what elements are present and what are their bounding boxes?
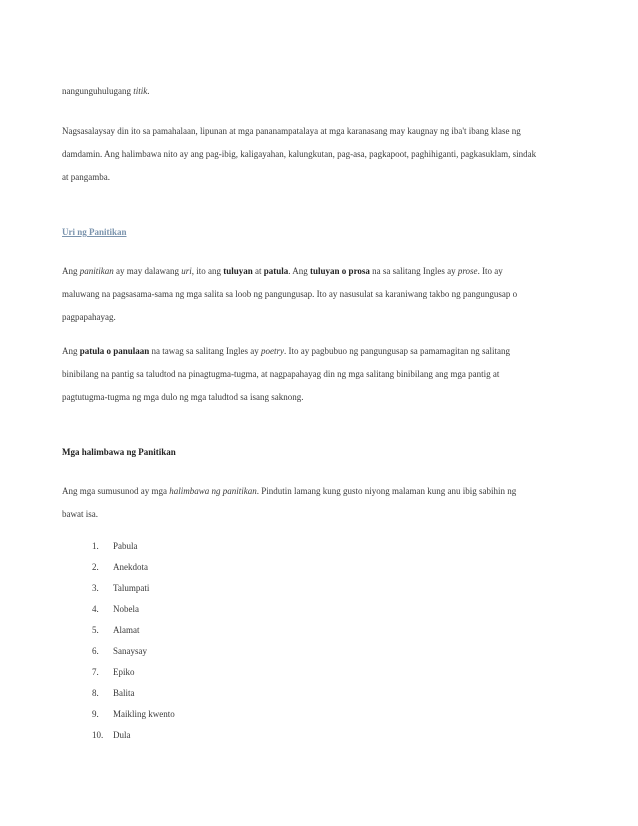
list-label[interactable]: Maikling kwento [113, 709, 175, 719]
list-number: 5. [92, 625, 99, 635]
paragraph-line: bawat isa. [62, 509, 98, 519]
text: . Ito ay [477, 266, 503, 276]
text: nangunguhulugang [62, 86, 134, 96]
bold-term: tuluyan [223, 266, 253, 276]
text: na sa salitang Ingles ay [369, 266, 458, 276]
list-label[interactable]: Anekdota [113, 562, 148, 572]
text: ay may dalawang [113, 266, 182, 276]
list-label[interactable]: Sanaysay [113, 646, 147, 656]
list-label[interactable]: Alamat [113, 625, 140, 635]
list-number: 3. [92, 583, 99, 593]
paragraph-line [62, 266, 503, 277]
list-label[interactable]: Pabula [113, 541, 138, 551]
text: Ang [62, 346, 80, 356]
heading-mga-halimbawa: Mga halimbawa ng Panitikan [62, 447, 176, 457]
paragraph-line [62, 346, 510, 357]
italic-term: titik [133, 86, 148, 96]
list-label[interactable]: Talumpati [113, 583, 150, 593]
text: . [147, 86, 150, 96]
bold-term: patula o panulaan [79, 346, 150, 356]
list-label[interactable]: Dula [113, 730, 131, 740]
paragraph-intro-end [62, 86, 150, 97]
list-number: 8. [92, 688, 99, 698]
list-number: 2. [92, 562, 99, 572]
list-number: 10. [92, 730, 104, 740]
list-number: 4. [92, 604, 99, 614]
paragraph-line: at pangamba. [62, 172, 110, 182]
list-label[interactable]: Balita [113, 688, 135, 698]
list-number: 6. [92, 646, 99, 656]
list-label[interactable]: Nobela [113, 604, 139, 614]
list-number: 9. [92, 709, 99, 719]
paragraph-line: pagtutugma-tugma ng mga dulo ng mga taludtod sa isang saknong. [62, 392, 304, 402]
text: Ang mga sumusunod ay mga [62, 486, 170, 496]
italic-term: uri [181, 266, 192, 276]
paragraph-line: pagpapahayag. [62, 312, 116, 322]
list-label[interactable]: Epiko [113, 667, 135, 677]
heading-uri-ng-panitikan[interactable]: Uri ng Panitikan [62, 227, 127, 237]
text: . Ito ay pagbubuo ng pangungusap sa pamamagitan ng salitang [284, 346, 510, 356]
paragraph-line [62, 486, 516, 497]
text: Ang [62, 266, 80, 276]
italic-term: poetry [261, 346, 284, 356]
paragraph-line: damdamin. Ang halimbawa nito ay ang pag-ibig, kaligayahan, kalungkutan, pag-asa, pagkapoot, paghihiganti, pagkasuklam, sindak [62, 149, 537, 159]
paragraph-line: binibilang na pantig sa taludtod na pinagtugma-tugma, at nagpapahayag din ng mga salitang binibilang ang mga pantig at [62, 369, 500, 379]
bold-term: patula [263, 266, 289, 276]
italic-term: panitikan [79, 266, 114, 276]
italic-term: prose [457, 266, 478, 276]
paragraph-line: Nagsasalaysay din ito sa pamahalaan, lipunan at mga pananampatalaya at mga karanasang may kaugnay ng iba't ibang klase ng [62, 126, 521, 136]
text: . Ang [288, 266, 311, 276]
list-number: 1. [92, 541, 99, 551]
text: . Pindutin lamang kung gusto niyong malaman kung anu ibig sabihin ng [256, 486, 517, 496]
bold-term: tuluyan o prosa [310, 266, 370, 276]
paragraph-line: maluwang na pagsasama-sama ng mga salita sa loob ng pangungusap. Ito ay nasusulat sa karaniwang takbo ng pangungusap o [62, 289, 518, 299]
text: , ito ang [191, 266, 224, 276]
italic-term: halimbawa ng panitikan [169, 486, 257, 496]
list-number: 7. [92, 667, 99, 677]
text: at [252, 266, 264, 276]
text: na tawag sa salitang Ingles ay [149, 346, 261, 356]
